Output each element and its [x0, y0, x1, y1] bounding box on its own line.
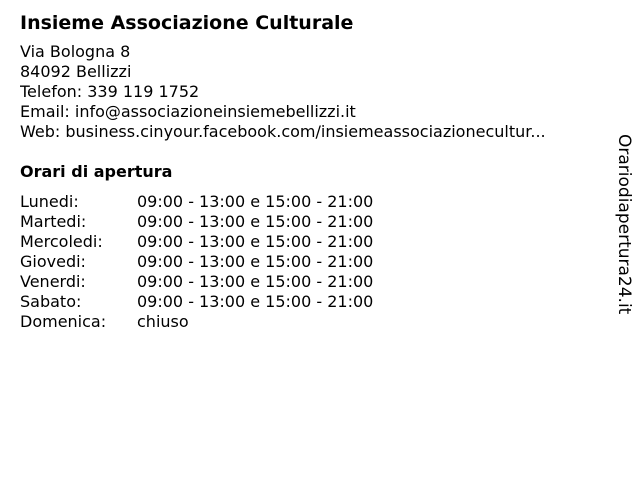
hours-day-wednesday: Mercoledi: [20, 232, 103, 251]
business-name: Insieme Associazione Culturale [20, 12, 354, 34]
web-line: Web: business.cinyour.facebook.com/insiemeassociazionecultur... [20, 122, 546, 141]
site-watermark: Orariodiapertura24.it [614, 134, 634, 315]
hours-time-saturday: 09:00 - 13:00 e 15:00 - 21:00 [137, 292, 374, 311]
hours-time-thursday: 09:00 - 13:00 e 15:00 - 21:00 [137, 252, 374, 271]
business-card [20, 10, 600, 332]
hours-day-monday: Lunedi: [20, 192, 79, 211]
phone-line: Telefon: 339 119 1752 [20, 82, 200, 101]
hours-time-monday: 09:00 - 13:00 e 15:00 - 21:00 [137, 192, 374, 211]
hours-day-friday: Venerdi: [20, 272, 86, 291]
hours-time-friday: 09:00 - 13:00 e 15:00 - 21:00 [137, 272, 374, 291]
opening-hours-table [20, 192, 600, 332]
hours-day-saturday: Sabato: [20, 292, 82, 311]
hours-time-sunday: chiuso [137, 312, 189, 331]
city-postcode: 84092 Bellizzi [20, 62, 132, 81]
email-line: Email: info@associazioneinsiemebellizzi.it [20, 102, 356, 121]
hours-day-thursday: Giovedi: [20, 252, 86, 271]
opening-hours-title: Orari di apertura [20, 162, 173, 181]
street-address: Via Bologna 8 [20, 42, 131, 61]
hours-day-sunday: Domenica: [20, 312, 107, 331]
hours-time-tuesday: 09:00 - 13:00 e 15:00 - 21:00 [137, 212, 374, 231]
hours-time-wednesday: 09:00 - 13:00 e 15:00 - 21:00 [137, 232, 374, 251]
hours-day-tuesday: Martedi: [20, 212, 87, 231]
